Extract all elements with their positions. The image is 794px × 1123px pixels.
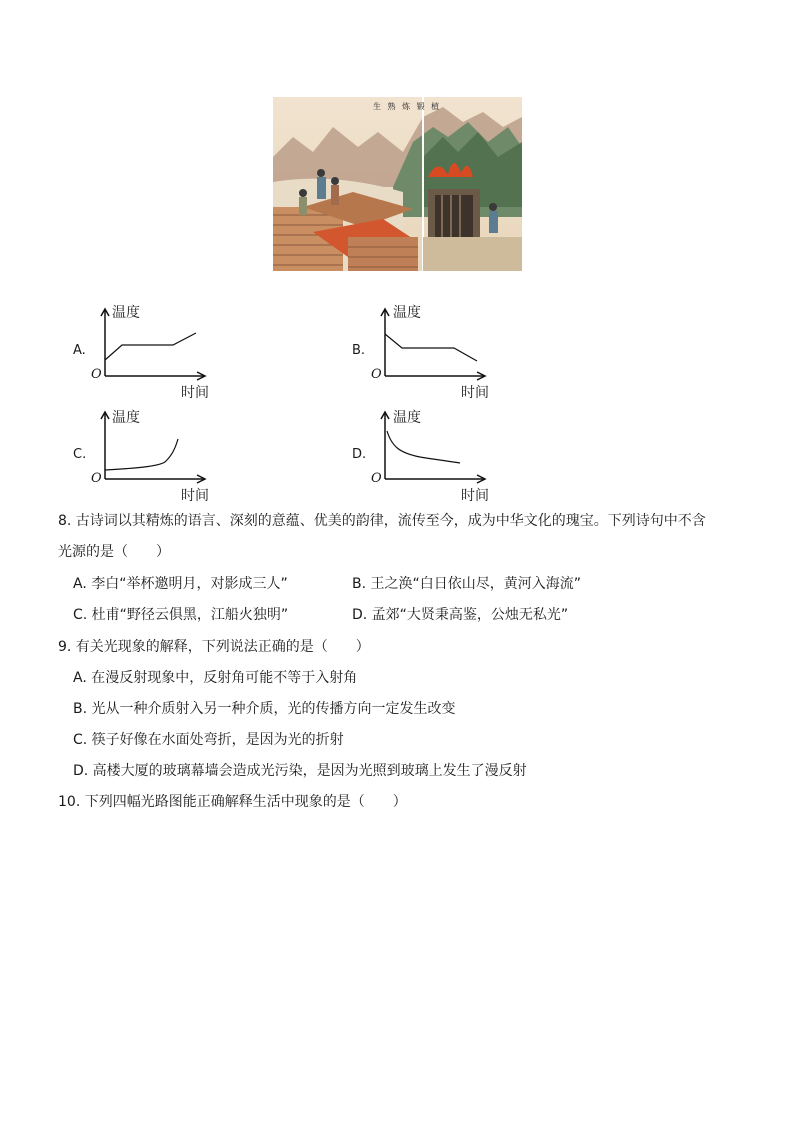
option-d-letter: D. bbox=[352, 447, 367, 462]
graph-d-origin: O bbox=[371, 471, 382, 486]
graph-d bbox=[380, 409, 490, 481]
q8-option-a: A. 李白“举杯邀明月，对影成三人” bbox=[73, 576, 288, 592]
q8-stem-line1: 8. 古诗词以其精炼的语言、深刻的意蕴、优美的韵律，流传至今，成为中华文化的瑰宝。下列诗句中不含 bbox=[58, 513, 706, 529]
graph-c-y-label: 温度 bbox=[112, 410, 140, 426]
graph-c-x-label: 时间 bbox=[181, 488, 209, 504]
graph-a-origin: O bbox=[91, 367, 102, 382]
graph-d-x-label: 时间 bbox=[461, 488, 489, 504]
graph-d-y-label: 温度 bbox=[393, 410, 421, 426]
graph-a-x-label: 时间 bbox=[181, 385, 209, 401]
iron-smelting-illustration bbox=[273, 97, 522, 271]
painting-title: 生 熟 炼 锻 植 bbox=[373, 102, 442, 111]
q8-option-c: C. 杜甫“野径云俱黑，江船火独明” bbox=[73, 607, 289, 623]
graph-d-curve bbox=[387, 431, 460, 463]
option-a-letter: A. bbox=[73, 343, 86, 358]
graph-b-y-label: 温度 bbox=[393, 305, 421, 321]
q8-option-d: D. 孟郊“大贤秉高鉴，公烛无私光” bbox=[352, 607, 569, 623]
q9-option-a: A. 在漫反射现象中，反射角可能不等于入射角 bbox=[73, 670, 358, 686]
graph-a bbox=[100, 306, 210, 378]
q9-stem: 9. 有关光现象的解释，下列说法正确的是（ ） bbox=[58, 639, 370, 655]
graph-b-curve bbox=[385, 334, 477, 361]
q8-stem-line2: 光源的是（ ） bbox=[58, 544, 170, 560]
option-c-letter: C. bbox=[73, 447, 87, 462]
graph-a-y-label: 温度 bbox=[112, 305, 140, 321]
graph-b-origin: O bbox=[371, 367, 382, 382]
q9-option-b: B. 光从一种介质射入另一种介质，光的传播方向一定发生改变 bbox=[73, 701, 456, 717]
graph-b bbox=[380, 306, 490, 378]
graph-c bbox=[100, 409, 210, 481]
q9-option-c: C. 筷子好像在水面处弯折，是因为光的折射 bbox=[73, 732, 344, 748]
option-b-letter: B. bbox=[352, 343, 366, 358]
graph-c-curve bbox=[105, 439, 178, 470]
q9-option-d: D. 高楼大厦的玻璃幕墙会造成光污染，是因为光照到玻璃上发生了漫反射 bbox=[73, 763, 527, 779]
graph-c-origin: O bbox=[91, 471, 102, 486]
graph-b-x-label: 时间 bbox=[461, 385, 489, 401]
q10-stem: 10. 下列四幅光路图能正确解释生活中现象的是（ ） bbox=[58, 794, 407, 810]
graph-a-curve bbox=[105, 333, 196, 360]
q8-option-b: B. 王之涣“白日依山尽，黄河入海流” bbox=[352, 576, 582, 592]
